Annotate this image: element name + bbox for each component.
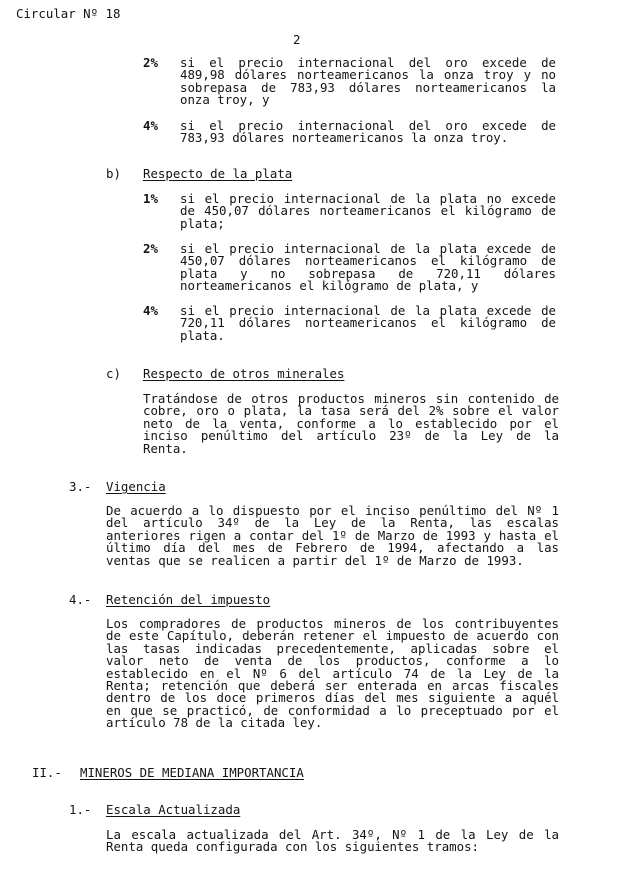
rate-paragraph <box>180 243 556 293</box>
section-number: 1.- <box>69 802 92 817</box>
text-line: dentro de los doce primeros días del mes siguiente a aquél <box>106 690 559 706</box>
text-line: 783,93 dólares norteamericanos la onza troy. <box>180 130 509 146</box>
text-line: Los compradores de productos mineros de los contribuyentes <box>106 616 559 631</box>
text-line: cobre, oro o plata, la tasa será del 2% sobre el valor <box>143 403 559 419</box>
section-label: c) <box>106 366 121 381</box>
text-line: las tasas indicadas precedentemente, aplicadas sobre el <box>106 640 559 656</box>
text-line: 450,07 dólares norteamericanos el kilógramo de <box>180 253 556 269</box>
text-line: si el precio internacional del oro excede de <box>180 118 556 133</box>
text-line: norteamericanos el kilógramo de plata, y <box>180 278 479 294</box>
text-line: artículo 78 de la citada ley. <box>106 715 323 731</box>
text-line: 720,11 dólares norteamericanos el kilógramo de <box>180 315 556 331</box>
rate-paragraph <box>180 305 556 342</box>
text-line: si el precio internacional de la plata excede de <box>180 241 556 256</box>
text-line: si el precio internacional de la plata excede de <box>180 303 556 318</box>
text-line: si el precio internacional de la plata no excede <box>180 191 556 206</box>
section-title: Vigencia <box>106 479 166 494</box>
section-title: Respecto de la plata <box>143 166 293 181</box>
text-line: establecido en el Nº 6 del artículo 74 de la Ley de la <box>106 665 559 681</box>
section-title: Escala Actualizada <box>106 802 241 817</box>
text-line: plata; <box>180 215 225 231</box>
text-line: de 450,07 dólares norteamericanos el kilógramo de <box>180 203 556 219</box>
text-line: De acuerdo a lo dispuesto por el inciso penúltimo del Nº 1 <box>106 503 559 518</box>
text-line: inciso penúltimo del artículo 23º de la Ley de la <box>143 428 559 444</box>
text-line: neto de la venta, conforme a lo establecido por el <box>143 415 559 431</box>
text-line: onza troy, y <box>180 92 270 108</box>
text-line: ventas que se realicen a partir del 1º de Marzo de 1993. <box>106 552 524 568</box>
text-line: 489,98 dólares norteamericanos la onza troy y no <box>180 67 556 83</box>
text-line: Tratándose de otros productos mineros sin contenido de <box>143 391 559 406</box>
chapter-title: MINEROS DE MEDIANA IMPORTANCIA <box>80 765 304 780</box>
text-line: Renta queda configurada con los siguientes tramos: <box>106 839 479 855</box>
rate-paragraph <box>180 57 556 107</box>
rate-label: 2% <box>143 55 158 70</box>
section-label: b) <box>106 166 121 181</box>
text-line: Renta; retención que deberá ser enterada en arcas fiscales <box>106 678 559 694</box>
page-number: 2 <box>293 32 301 47</box>
text-line: si el precio internacional del oro excede de <box>180 55 556 70</box>
section-paragraph <box>143 393 559 455</box>
section-number: 4.- <box>69 592 92 607</box>
text-line: último día del mes de Febrero de 1994, afectando a las <box>106 540 559 556</box>
text-line: en que se practicó, de conformidad a lo preceptuado por el <box>106 702 559 718</box>
text-line: plata y no sobrepasa de 720,11 dólares <box>180 265 556 281</box>
section-number: 3.- <box>69 479 92 494</box>
section-paragraph <box>106 618 559 730</box>
text-line: valor neto de venta de los productos, conforme a lo <box>106 653 559 669</box>
text-line: plata. <box>180 327 225 343</box>
rate-label: 4% <box>143 303 158 318</box>
section-title: Retención del impuesto <box>106 592 271 607</box>
rate-label: 2% <box>143 241 158 256</box>
rate-paragraph <box>180 193 556 230</box>
text-line: del artículo 34º de la Ley de la Renta, las escalas <box>106 515 559 531</box>
rate-label: 1% <box>143 191 158 206</box>
section-title: Respecto de otros minerales <box>143 366 345 381</box>
text-line: Renta. <box>143 440 188 456</box>
section-paragraph <box>106 505 559 567</box>
rate-label: 4% <box>143 118 158 133</box>
circular-number: Circular Nº 18 <box>16 6 121 21</box>
text-line: sobrepasa de 783,93 dólares norteamericanos la <box>180 79 556 95</box>
text-line: La escala actualizada del Art. 34º, Nº 1 de la Ley de la <box>106 827 559 842</box>
rate-paragraph <box>180 120 556 145</box>
text-line: de este Capítulo, deberán retener el impuesto de acuerdo con <box>106 628 559 644</box>
chapter-number: II.- <box>32 765 62 780</box>
section-paragraph <box>106 829 559 854</box>
text-line: anteriores rigen a contar del 1º de Marzo de 1993 y hasta el <box>106 527 559 543</box>
